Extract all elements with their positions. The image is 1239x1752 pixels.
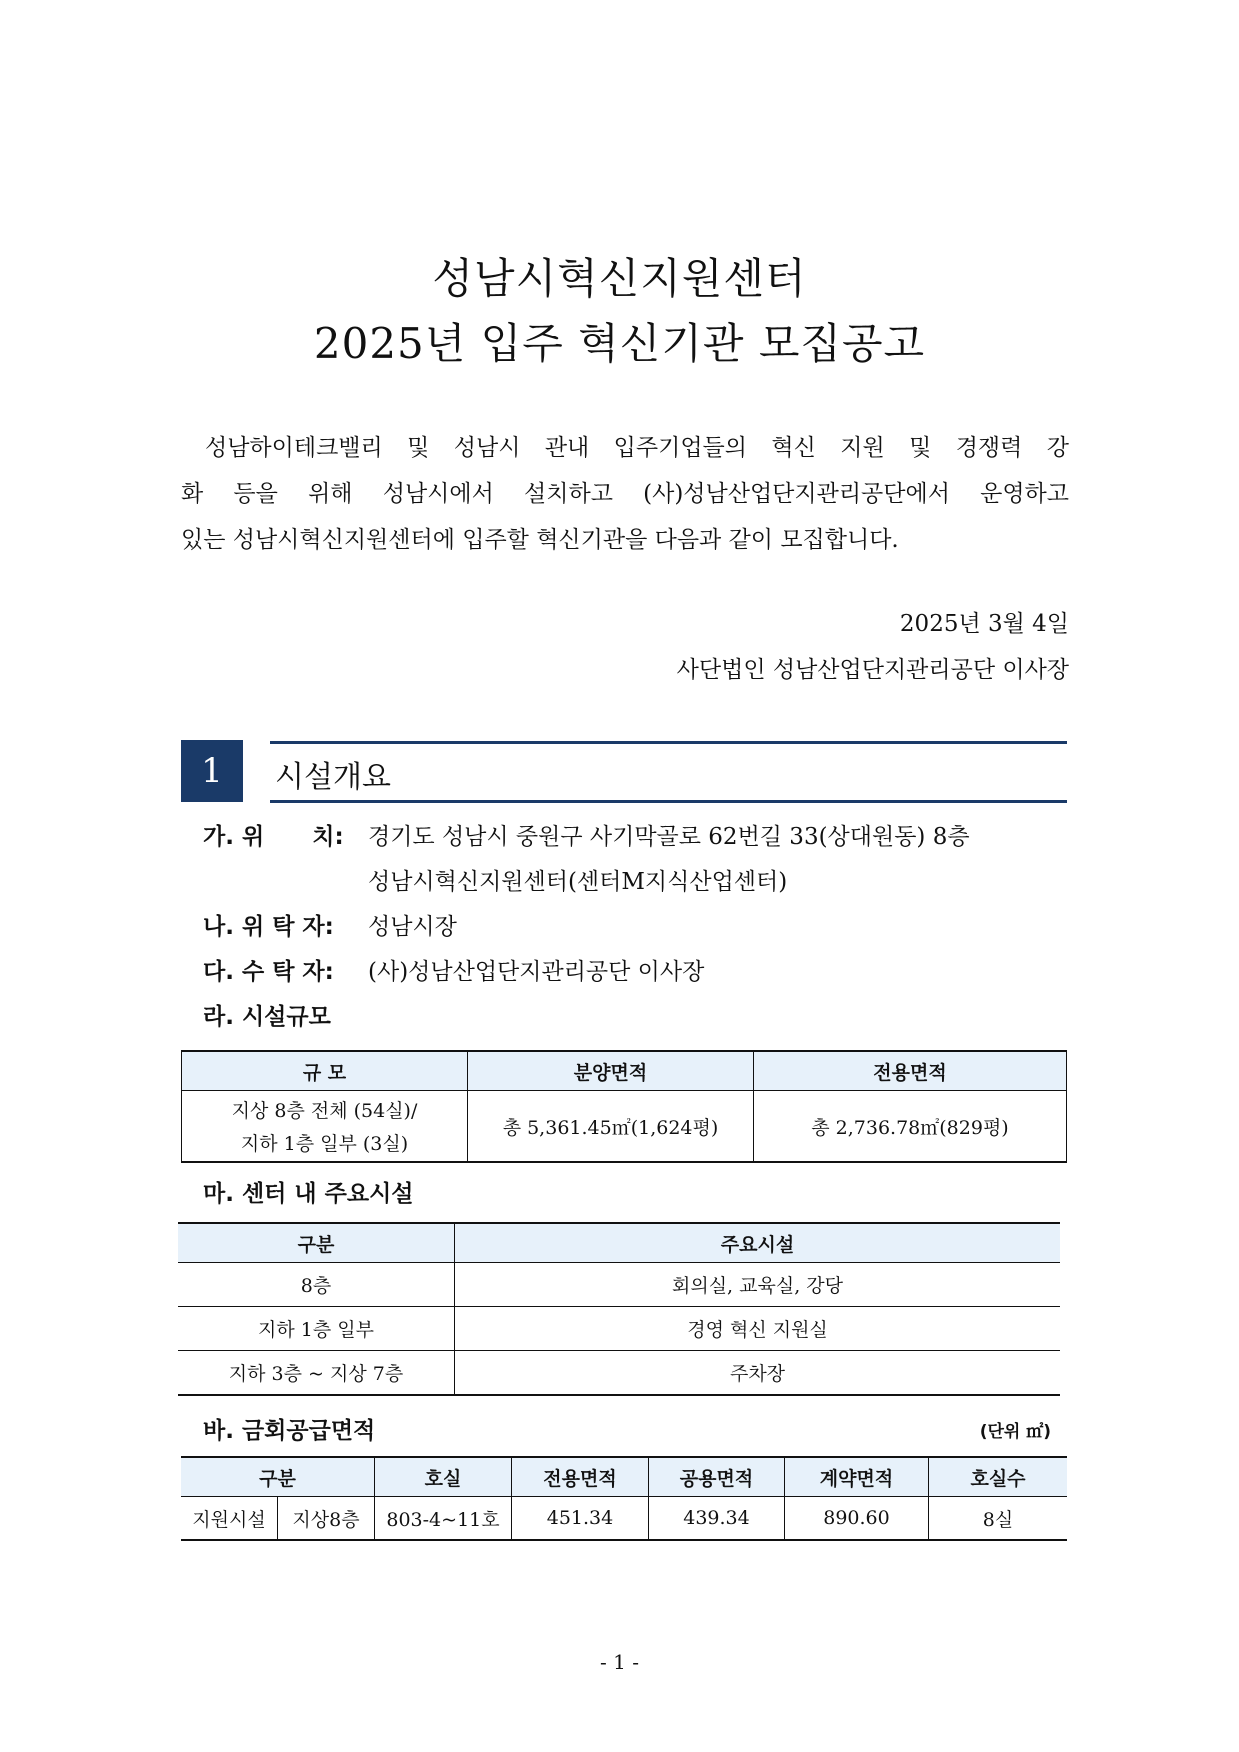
trustee-value: (사)성남산업단지관리공단 이사장 — [368, 959, 705, 985]
supply-area-table — [181, 1456, 1067, 1541]
scale-cell-line2: 지하 1층 일부 (3실) — [240, 1133, 409, 1155]
facility-scale-table — [181, 1050, 1067, 1163]
supply-floor-cell: 지상8층 — [278, 1497, 375, 1541]
location-label: 가. 위 치: — [203, 824, 344, 850]
supply-area-label: 바. 금회공급면적 — [203, 1418, 376, 1444]
unit-note: (단위 ㎡) — [979, 1422, 1051, 1442]
room-cell: 803-4~11호 — [375, 1497, 512, 1541]
supply-category-cell: 지원시설 — [181, 1497, 278, 1541]
exclusive-area-header: 전용면적 — [754, 1051, 1067, 1091]
sale-area-header: 분양면적 — [468, 1051, 754, 1091]
facility-main-cell: 경영 혁신 지원실 — [455, 1307, 1061, 1351]
scale-header: 규 모 — [182, 1051, 468, 1091]
table-row — [178, 1263, 1060, 1307]
scale-cell — [182, 1091, 468, 1163]
section-bottom-rule — [270, 800, 1067, 803]
section-number-box: 1 — [181, 740, 243, 802]
table-row — [178, 1307, 1060, 1351]
document-title-line2: 2025년 입주 혁신기관 모집공고 — [313, 319, 926, 368]
facility-scale-label: 라. 시설규모 — [203, 1004, 331, 1030]
location-value-line2: 성남시혁신지원센터(센터M지식산업센터) — [368, 869, 788, 895]
scale-cell-line1: 지상 8층 전체 (54실)/ — [231, 1100, 418, 1122]
contract-area-header: 계약면적 — [785, 1457, 929, 1497]
facility-main-header: 주요시설 — [455, 1223, 1061, 1263]
table-row — [181, 1497, 1067, 1541]
trustor-label: 나. 위 탁 자: — [203, 914, 334, 940]
trustor-value: 성남시장 — [368, 914, 457, 940]
intro-text-line1: 성남하이테크밸리 및 성남시 관내 입주기업들의 혁신 지원 및 경쟁력 강 — [205, 435, 1069, 461]
facility-main-cell: 회의실, 교육실, 강당 — [455, 1263, 1061, 1307]
main-facilities-label: 마. 센터 내 주요시설 — [203, 1181, 414, 1207]
announcement-date: 2025년 3월 4일 — [899, 611, 1069, 637]
facility-category-header: 구분 — [178, 1223, 455, 1263]
common-area-header: 공용면적 — [649, 1457, 785, 1497]
intro-text-line2: 화 등을 위해 성남시에서 설치하고 (사)성남산업단지관리공단에서 운영하고 — [181, 481, 1069, 507]
facility-main-cell: 주차장 — [455, 1351, 1061, 1396]
common-area-cell: 439.34 — [649, 1497, 785, 1541]
exclusive-area-header: 전용면적 — [512, 1457, 649, 1497]
exclusive-area-cell: 총 2,736.78㎡(829평) — [754, 1091, 1067, 1163]
room-count-cell: 8실 — [929, 1497, 1068, 1541]
facility-category-cell: 지하 3층 ~ 지상 7층 — [178, 1351, 455, 1396]
table-row — [178, 1351, 1060, 1396]
exclusive-area-cell: 451.34 — [512, 1497, 649, 1541]
facility-category-cell: 지하 1층 일부 — [178, 1307, 455, 1351]
room-header: 호실 — [375, 1457, 512, 1497]
sale-area-cell: 총 5,361.45㎡(1,624평) — [468, 1091, 754, 1163]
intro-text-line3: 있는 성남시혁신지원센터에 입주할 혁신기관을 다음과 같이 모집합니다. — [181, 527, 899, 553]
issuer-name: 사단법인 성남산업단지관리공단 이사장 — [676, 657, 1069, 683]
page-number: - 1 - — [600, 1650, 639, 1674]
trustee-label: 다. 수 탁 자: — [203, 959, 334, 985]
document-title-line1: 성남시혁신지원센터 — [432, 254, 807, 303]
facility-category-cell: 8층 — [178, 1263, 455, 1307]
contract-area-cell: 890.60 — [785, 1497, 929, 1541]
location-value-line1: 경기도 성남시 중원구 사기막골로 62번길 33(상대원동) 8층 — [368, 824, 970, 850]
section-title: 시설개요 — [275, 760, 391, 795]
section-top-rule — [270, 741, 1067, 744]
supply-category-header: 구분 — [181, 1457, 375, 1497]
main-facilities-table — [178, 1222, 1060, 1396]
room-count-header: 호실수 — [929, 1457, 1068, 1497]
